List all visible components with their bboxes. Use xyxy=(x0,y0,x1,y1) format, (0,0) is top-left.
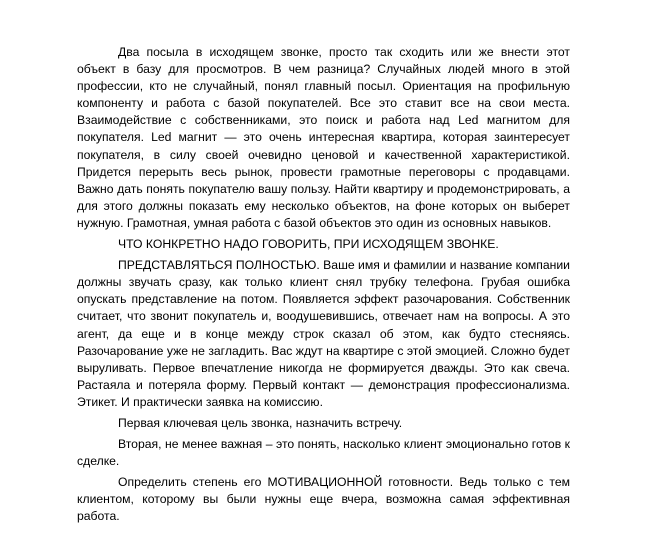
paragraph-introduce-yourself-fully: ПРЕДСТАВЛЯТЬСЯ ПОЛНОСТЬЮ. Ваше имя и фамилии и название компании должны звучать сразу, как только клиент снял трубку телефона. Грубая ошибка опускать представление на потом. Появляется эффект разочарования. Собственник считает, что звонит покупатель и, воодушевившись, отвечает нам на вопросы. А это агент, да еще и в конце между строк сказал об этом, как будто стесняясь. Разочарование уже не загладить. Вас ждут на квартире с этой эмоцией. Сложно будет выруливать. Первое впечатление никогда не формируется дважды. Это как свеча. Растаяла и потеряла форму. Первый контакт — демонстрация профессионализма. Этикет. И практически заявка на комиссию. xyxy=(77,258,570,409)
heading-what-to-say-on-outgoing-call: ЧТО КОНКРЕТНО НАДО ГОВОРИТЬ, ПРИ ИСХОДЯЩЕМ ЗВОНКЕ. xyxy=(118,237,499,252)
paragraph-intro-two-premises: Два посыла в исходящем звонке, просто так сходить или же внести этот объект в базу для просмотров. В чем разница? Случайных людей много в этой профессии, кто не случайный, понял главный посыл. Ориентация на профильную компоненту и работа с базой покупателей. Все это ставит все на свои места. Взаимодействие с собственниками, это поиск и работа над Led магнитом для покупателя. Led магнит — это очень интересная квартира, которая заинтересует покупателя, в силу своей очевидно ценовой и качественной характеристикой. Придется перерыть весь рынок, провести грамотные переговоры с продавцами. Важно дать понять покупателю вашу пользу. Найти квартиру и продемонстрировать, а для этого должны показать ему несколько объектов, на фоне которых он выберет нужную. Грамотная, умная работа с базой объектов это один из основных навыков. xyxy=(77,45,570,230)
paragraph-second-key-goal: Вторая, не менее важная – это понять, насколько клиент эмоционально готов к сделке. xyxy=(77,437,570,469)
document-text-body xyxy=(77,44,570,526)
paragraph-first-key-goal: Первая ключевая цель звонка, назначить встречу. xyxy=(118,415,403,430)
paragraph-motivation-readiness: Определить степень его МОТИВАЦИОННОЙ готовности. Ведь только с тем клиентом, которому вы были нужны еще вчера, возможна самая эффективная работа. xyxy=(77,475,570,524)
